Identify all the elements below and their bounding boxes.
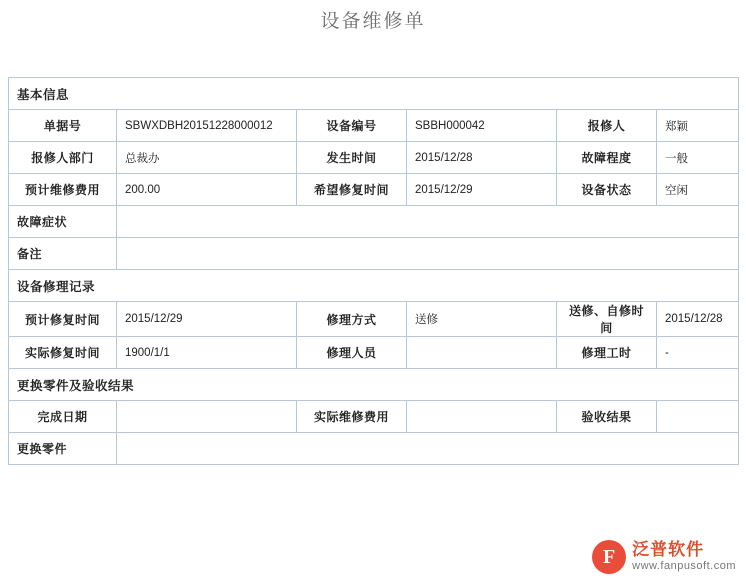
label-device-status: 设备状态	[557, 174, 657, 206]
value-fault-level[interactable]: 一般	[657, 142, 739, 174]
label-planned-fix-time: 预计修复时间	[9, 302, 117, 337]
value-occur-time[interactable]: 2015/12/28	[407, 142, 557, 174]
value-fault-symptom[interactable]	[117, 206, 739, 238]
section-header-row	[9, 270, 739, 302]
label-reporter-dept: 报修人部门	[9, 142, 117, 174]
value-expected-fix-time[interactable]: 2015/12/29	[407, 174, 557, 206]
label-device-no: 设备编号	[297, 110, 407, 142]
value-send-repair-time[interactable]: 2015/12/28	[657, 302, 739, 337]
value-remark[interactable]	[117, 238, 739, 270]
watermark-text	[632, 541, 736, 573]
section-parts-acceptance: 更换零件及验收结果	[9, 369, 739, 401]
watermark	[592, 540, 736, 574]
value-acceptance-result[interactable]	[657, 401, 739, 433]
value-device-status[interactable]: 空闲	[657, 174, 739, 206]
brand-logo-icon: F	[592, 540, 626, 574]
label-repair-staff: 修理人员	[297, 337, 407, 369]
brand-name-en: www.fanpusoft.com	[632, 560, 736, 573]
table-row	[9, 337, 739, 369]
label-acceptance-result: 验收结果	[557, 401, 657, 433]
label-send-repair-time: 送修、自修时间	[557, 302, 657, 337]
repair-form-document	[8, 77, 738, 465]
value-reporter[interactable]: 郑颖	[657, 110, 739, 142]
section-header-row	[9, 369, 739, 401]
value-replaced-parts[interactable]	[117, 433, 739, 465]
value-reporter-dept[interactable]: 总裁办	[117, 142, 297, 174]
label-repair-hours: 修理工时	[557, 337, 657, 369]
table-row	[9, 174, 739, 206]
label-replaced-parts: 更换零件	[9, 433, 117, 465]
table-row	[9, 433, 739, 465]
table-row	[9, 206, 739, 238]
label-remark: 备注	[9, 238, 117, 270]
table-row	[9, 238, 739, 270]
table-row	[9, 302, 739, 337]
brand-name-cn: 泛普软件	[632, 539, 705, 560]
repair-form-table	[8, 77, 739, 465]
value-actual-fix-time[interactable]: 1900/1/1	[117, 337, 297, 369]
label-repair-method: 修理方式	[297, 302, 407, 337]
label-reporter: 报修人	[557, 110, 657, 142]
section-basic-info: 基本信息	[9, 78, 739, 110]
value-repair-hours[interactable]: -	[657, 337, 739, 369]
value-repair-method[interactable]: 送修	[407, 302, 557, 337]
table-row	[9, 142, 739, 174]
label-actual-fix-time: 实际修复时间	[9, 337, 117, 369]
label-fault-symptom: 故障症状	[9, 206, 117, 238]
value-actual-cost[interactable]	[407, 401, 557, 433]
section-repair-record: 设备修理记录	[9, 270, 739, 302]
label-finish-date: 完成日期	[9, 401, 117, 433]
value-repair-staff[interactable]	[407, 337, 557, 369]
value-estimated-cost[interactable]: 200.00	[117, 174, 297, 206]
label-estimated-cost: 预计维修费用	[9, 174, 117, 206]
table-row	[9, 401, 739, 433]
value-bill-no[interactable]: SBWXDBH20151228000012	[117, 110, 297, 142]
label-occur-time: 发生时间	[297, 142, 407, 174]
value-planned-fix-time[interactable]: 2015/12/29	[117, 302, 297, 337]
label-bill-no: 单据号	[9, 110, 117, 142]
label-expected-fix-time: 希望修复时间	[297, 174, 407, 206]
label-actual-cost: 实际维修费用	[297, 401, 407, 433]
value-finish-date[interactable]	[117, 401, 297, 433]
section-header-row	[9, 78, 739, 110]
label-fault-level: 故障程度	[557, 142, 657, 174]
table-row	[9, 110, 739, 142]
value-device-no[interactable]: SBBH000042	[407, 110, 557, 142]
page-title: 设备维修单	[320, 10, 426, 32]
